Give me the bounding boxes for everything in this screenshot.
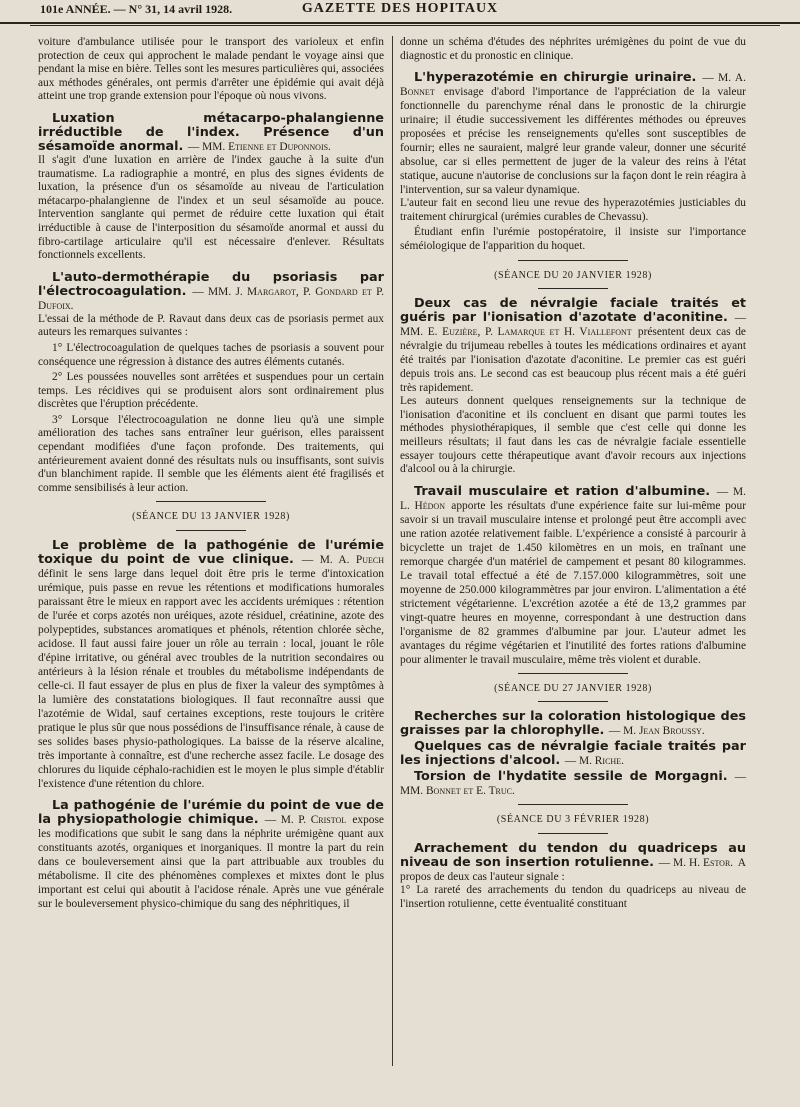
- article-text: définit le sens large dans lequel doit être pris le terme d'intoxication urémique, puis passe en revue les rétentions et modifications humorales paraissant être le mieux en rapport avec les accidents urémiques : rétention de l'urée et corps azotés non uréiques, azote résiduel, créatinine, azote des polypeptides, substances aromatiques et phénols, rétention chlorée sèche, acidose. Il faut aussi faire jouer un rôle au terrain : local, jouant le rôle d'épine irritative, ou général avec troubles de la nutrition secondaires ou antérieurs à la lésion rénale et troubles du métabolisme indépendants de celle-ci. Il faut essayer de plus en plus de fixer la valeur des symptômes à la lumière des constatations biologiques. Il faut reconnaître aussi que l'azotémie de Widal, sauf certaines exceptions, reste toujours le critère pratique le plus sûr que nous possédions de l'insuffisance rénale, à cause de ses solides bases physio-pathologiques. La baisse de la réserve alcaline, très importante à connaître, est d'une recherche assez facile. Le dosage des chlorures du liquide céphalo-rachidien est le moyen le plus simple d'établir l'existence d'une rétention du chlore.: [38, 568, 384, 791]
- article-text: apporte les résultats d'une expérience faite sur lui-même pour savoir si un travail musculaire intense et prolongé peut être accompli avec une ration azotée relativement faible. L'expérience a consisté à parcourir à bicyclette un trajet de 1.450 kilomètres en un mois, en traînant une remorque chargée d'un matériel de campement et pesant 80 kilogrammes. Le travail total effectué a été de 7.157.000 kilogrammètres, soit une moyenne de 250.000 kilogrammètres par jour environ. L'alimentation a été strictement végétarienne. L'excrétion azotée a été de 13,2 grammes par vingt-quatre heures en moyenne, correspondant à une destruction dans l'organisme de 82 grammes d'albumine par jour. L'auteur admet les avantages du régime végétarien et l'inutilité des fortes rations d'albumine pour alimenter le travail musculaire, même très violent et durable.: [400, 499, 746, 666]
- article-authors: — MM. Etienne et Duponnois.: [187, 140, 331, 153]
- article-authors: — M. P. Cristol: [264, 814, 347, 827]
- article-text: envisage d'abord l'importance de l'appréciation de la valeur fonctionnelle du parenchyme rénal dans le pronostic de la chirurgie urinaire; il étudie successivement les différentes méthodes ou épreuves proposées et précise les renseignements qu'elles sont susceptibles de fournir; elles ne sauraient, malgré leur grande valeur, donner une sécurité absolue, car si elles permettent de juger de la valeur des reins à l'état statique, aucune n'autorise de conclusions sur la façon dont le rein réagira à l'intervention, sur sa valeur dynamique.: [400, 86, 746, 197]
- article-heading: [400, 740, 746, 768]
- article-authors: — M. L. Hédon: [400, 485, 746, 512]
- article-text: présentent deux cas de névralgie du trijumeau rebelles à toutes les médications ordinaires et ayant été traités par l'ionisation d'azotate d'aconitine. Le premier cas est guéri depuis trois ans. Le second cas est beaucoup plus récent mais a été guéri très rapidement.: [400, 326, 746, 395]
- seance-date: (SÉANCE DU 27 JANVIER 1928): [494, 682, 652, 694]
- issue-line: 101e ANNÉE. — N° 31, 14 avril 1928.: [40, 2, 233, 16]
- section-rule: [156, 501, 266, 502]
- section-rule: [176, 530, 246, 531]
- list-item: 1° L'électrocoagulation de quelques taches de psoriasis a souvent pour conséquence une régression à distance des autres éléments cutanés.: [38, 341, 384, 368]
- article-title: Le problème de la pathogénie de l'urémie toxique du point de vue clinique.: [38, 538, 384, 568]
- seance-date: (SÉANCE DU 13 JANVIER 1928): [132, 511, 290, 523]
- section-rule: [518, 260, 628, 261]
- header-rule: [30, 25, 780, 26]
- section-rule: [538, 833, 608, 834]
- seance-date: (SÉANCE DU 20 JANVIER 1928): [494, 269, 652, 281]
- article-title: L'hyperazotémie en chirurgie urinaire.: [414, 70, 697, 86]
- article-heading: [400, 71, 746, 197]
- article-heading: [400, 710, 746, 738]
- paragraph: L'essai de la méthode de P. Ravaut dans deux cas de psoriasis permet aux auteurs les remarques suivantes :: [38, 312, 384, 339]
- article-text: A propos de deux cas l'auteur signale :: [400, 856, 746, 883]
- section-rule: [518, 673, 628, 674]
- seance-date: (SÉANCE DU 3 FÉVRIER 1928): [496, 814, 650, 826]
- article-heading: [38, 799, 384, 911]
- section-rule: [518, 804, 628, 805]
- column-divider: [392, 36, 393, 1066]
- article-title: Travail musculaire et ration d'albumine.: [414, 483, 711, 499]
- right-column: [400, 36, 746, 913]
- paragraph: Il s'agit d'une luxation en arrière de l'index gauche à la suite d'un traumatisme. La radiographie a montré, en plus des signes évidents de luxation, la présence d'un os sésamoïde au niveau de l'articulation métacarpo-phalangienne de l'index et un seul sésamoïde au pouce. Intervention sanglante qui permet de réduire cette luxation qui était irréductible à cause de l'interposition du sésamoïde anormal et aussi du fibro-cartilage articulaire qu'il est nécessaire d'enlever. Résultats fonctionnels excellents.: [38, 153, 384, 262]
- article-heading: [400, 770, 746, 798]
- article-heading: [400, 297, 746, 395]
- section-rule: [538, 701, 608, 702]
- article-heading: [400, 485, 746, 667]
- article-title: Recherches sur la coloration histologique des graisses par la chlorophylle.: [400, 709, 746, 739]
- article-heading: [38, 539, 384, 791]
- paragraph: L'auteur fait en second lieu une revue des hyperazotémies justiciables du traitement chirurgical (urémies curables de Chevassu).: [400, 197, 746, 223]
- article-authors: — M. Riche.: [564, 755, 624, 768]
- article-title: Luxation métacarpo-phalangienne irréductible de l'index. Présence d'un sésamoïde anormal.: [38, 110, 384, 154]
- article-heading: [38, 271, 384, 313]
- list-item: 2° Les poussées nouvelles sont arrêtées et suspendues pour un certain temps. Les récidives qui se produisent alors sont ordinairement plus discrètes que l'éruption précédente.: [38, 371, 384, 411]
- article-title: Quelques cas de névralgie faciale traités par les injections d'alcool.: [400, 739, 746, 769]
- list-item: 1° La rareté des arrachements du tendon du quadriceps au niveau de l'insertion rotulienne, cette éventualité constituant: [400, 883, 746, 910]
- paragraph: voiture d'ambulance utilisée pour le transport des varioleux et enfin protection de ceux qui approchent le malade pendant le voyage ainsi que pendant la mise en bière. Telles sont les mesures particulières qui, associées aux méthodes générales, ont permis d'arrêter une épidémie qui avait déjà atteint une trop grande extension pour l'époque où nous vivons.: [38, 36, 384, 103]
- article-title: L'auto-dermothérapie du psoriasis par l'électrocoagulation.: [38, 269, 384, 299]
- section-rule: [538, 288, 608, 289]
- article-title: Deux cas de névralgie faciale traités et guéris par l'ionisation d'azotate d'aconitine.: [400, 296, 746, 326]
- article-title: La pathogénie de l'urémie du point de vue de la physiopathologie chimique.: [38, 798, 384, 828]
- journal-title: GAZETTE DES HOPITAUX: [301, 1, 499, 16]
- article-heading: [400, 842, 746, 884]
- article-authors: — MM. E. Euzière, P. Lamarque et H. Viallefont: [400, 312, 746, 339]
- article-authors: — M. Jean Broussy.: [608, 725, 705, 738]
- article-title: Torsion de l'hydatite sessile de Morgagni.: [414, 769, 728, 785]
- list-item: 3° Lorsque l'électrocoagulation ne donne lieu qu'à une simple amélioration des taches sans entraîner leur guérison, elles paraissent cependant modifiées d'une façon profonde. Des traitements, qui antérieurement avaient donné des résultats nuls ou insuffisants, sont suivis d'un blanchiment rapide. Il semble que les éléments aient été fragilisés et comme sensibilisés à leur action.: [38, 413, 384, 494]
- article-authors: — M. A. Puech: [301, 554, 384, 567]
- article-heading: [38, 112, 384, 154]
- article-authors: — MM. J. Margarot, P. Gondard et P. Dufoix.: [38, 285, 384, 312]
- paragraph: donne un schéma d'études des néphrites urémigènes du point de vue du diagnostic et du pronostic en clinique.: [400, 36, 746, 62]
- paragraph: Étudiant enfin l'urémie postopératoire, il insiste sur l'importance séméiologique de l'apparition du hoquet.: [400, 226, 746, 252]
- article-text: expose les modifications que subit le sang dans la néphrite urémigène quant aux constituants azotés, organiques et inorganiques. Il montre la part du rein dans ce bouleversement ainsi que la part attribuable aux troubles du métabolisme. Il cite des phénomènes complexes et mixtes dont le plus important est celui qui aboutit à l'acidose rénale. Après une vue générale sur le bouleversement physico-chimique du sang des néphritiques, il: [38, 814, 384, 911]
- article-authors: — M. A. Bonnet: [400, 72, 746, 99]
- article-authors: — M. H. Estor.: [658, 856, 734, 869]
- article-title: Arrachement du tendon du quadriceps au niveau de son insertion rotulienne.: [400, 840, 746, 870]
- paragraph: Les auteurs donnent quelques renseignements sur la technique de l'ionisation d'aconitine et ils concluent en disant que parmi toutes les méthodes physiothérapiques, il semble que c'est celle qui donne les meilleurs résultats; il faut dans les cas de névralgie faciale essentielle essayer toujours cette thérapeutique avant d'avoir recours aux injections d'alcool ou à la chirurgie.: [400, 395, 746, 476]
- left-column: [38, 36, 384, 911]
- article-authors: — MM. Bonnet et E. Truc.: [400, 771, 746, 798]
